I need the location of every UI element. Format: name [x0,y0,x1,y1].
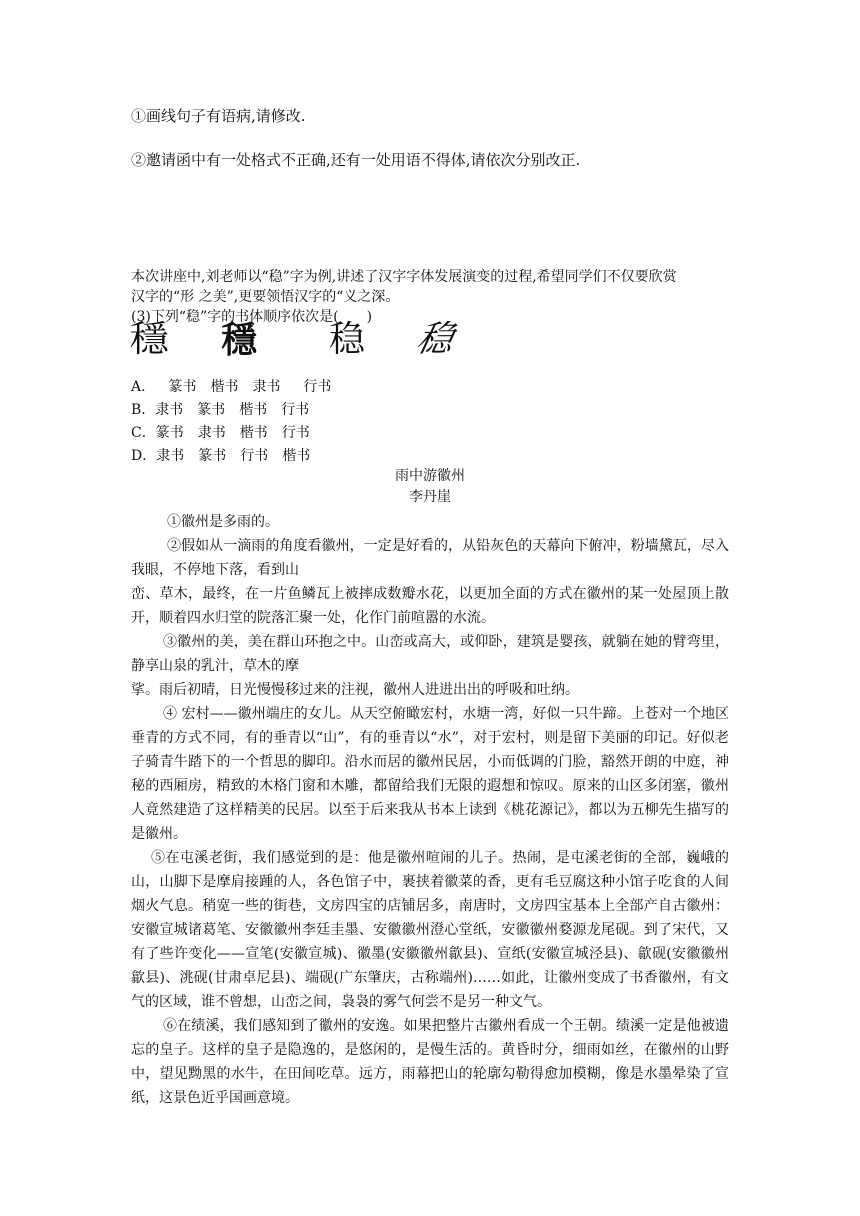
paragraph-4: ④ 宏村——徽州端庄的女儿。从天空俯瞰宏村，水塘一湾，好似一只牛蹄。上苍对一个地区垂青的方式不同，有的垂青以“山”，有的垂青以“水”，对于宏村，则是留下美丽的印记。好似老子骑青牛踏下的一个哲思的脚印。沿水而居的徽州民居，小而低调的门脸，豁然开朗的中庭，神秘的西厢房，精致的木格门窗和木雕，都留给我们无限的遐想和惊叹。原来的山区多闭塞，徽州人竟然建造了这样精美的民居。以至于后来我从书本上读到《桃花源记》，都以为五柳先生描写的是徽州。 [131,706,729,842]
article-title: 雨中游徽州 [395,468,465,484]
paragraph-5: ⑤在屯溪老街，我们感觉到的是：他是徽州喧闹的儿子。热闹，是屯溪老街的全部，巍峨的山，山脚下是摩肩接踵的人，各色馆子中，裹挟着徽菜的香，更有毛豆腐这种小馆子吃食的人间烟火气息。稍宽一些的街巷，文房四宝的店铺居多，南唐时，文房四宝基本上全部产自古徽州：安徽宣城诸葛笔、安徽徽州李廷圭墨、安徽徽州澄心堂纸，安徽徽州婺源龙尾砚。到了宋代，又有了些许变化——宣笔(安徽宣城)、徽墨(安徽徽州歙县)、宣纸(安徽宣城泾县)、歙砚(安徽徽州歙县)、洮砚(甘肃卓尼县)、端砚(广东肇庆，古称端州)……如此，让徽州变成了书香徽州，有文气的区域，谁不曾想，山峦之间，袅袅的雾气何尝不是另一种文气。 [131,850,729,1010]
intro-line-1: 本次讲座中,刘老师以“稳”字为例,讲述了汉字字体发展演变的过程,希望同学们不仅要欣赏 [131,269,677,285]
question-2: ②邀请函中有一处格式不正确,还有一处用语不得体,请依次分别改正. [131,151,581,169]
option-d: D．隶书 篆书 行书 楷书 [131,448,311,464]
option-b: B．隶书 篆书 楷书 行书 [131,402,310,418]
article-body [131,510,729,1110]
calligraphy-samples [131,318,471,364]
option-a: A. 篆书 楷书 隶书 行书 [131,379,332,395]
glyph-regular-script: 稳 [329,319,366,360]
paragraph-2a: ②假如从一滴雨的角度看徽州，一定是好看的，从铅灰色的天幕向下俯冲，粉墙黛瓦，尽入我眼，不停地下落，看到山 [131,538,729,578]
glyph-clerical-script: 穩 [221,319,258,361]
question-3: (3)下列“稳”字的书体顺序依次是( ) [131,309,373,325]
paragraph-2b: 峦、草木，最终，在一片鱼鳞瓦上被摔成数瓣水花，以更加全面的方式在徽州的某一处屋顶上散开，顺着四水归堂的院落汇聚一处，化作门前喧嚣的水流。 [131,586,729,626]
option-c: C．篆书 隶书 楷书 行书 [131,425,310,441]
paragraph-6: ⑥在绩溪，我们感知到了徽州的安逸。如果把整片古徽州看成一个王朝。绩溪一定是他被遗忘的皇子。这样的皇子是隐逸的，是悠闲的，是慢生活的。黄昏时分，细雨如丝，在徽州的山野中，望见黝黑的水牛，在田间吃草。远方，雨幕把山的轮廓勾勒得愈加模糊，像是水墨晕染了宣纸，这景色近乎国画意境。 [131,1018,729,1106]
answer-options [131,376,331,468]
glyph-seal-script: 穩 [129,319,169,360]
intro-line-2: 汉字的“形 之美”,更要领悟汉字的“义之深。 [131,289,400,305]
paragraph-3a: ③徽州的美，美在群山环抱之中。山峦或高大，或仰卧，建筑是婴孩，就躺在她的臂弯里，静享山泉的乳汁，草木的摩 [131,634,729,674]
paragraph-1: ①徽州是多雨的。 [167,514,279,530]
article-author: 李丹崖 [409,489,451,505]
paragraph-3b: 挲。雨后初晴，日光慢慢移过来的注视，徽州人进进出出的呼吸和吐纳。 [131,682,579,698]
glyph-running-script: 稳 [412,319,458,360]
question-1: ①画线句子有语病,请修改. [131,107,306,125]
